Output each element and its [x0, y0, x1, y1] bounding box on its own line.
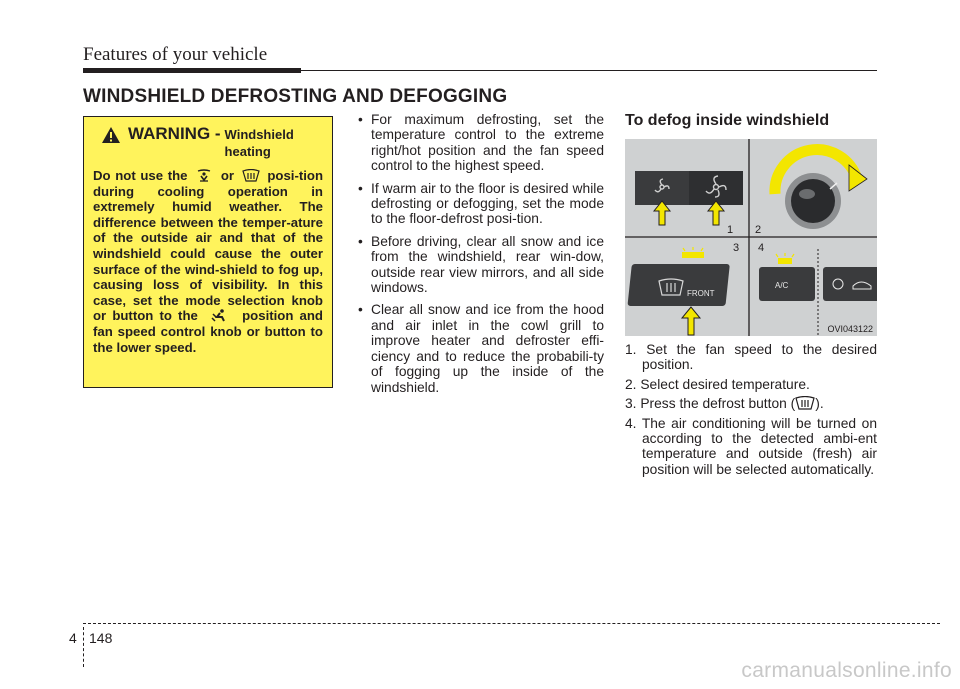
warning-subtitle: Windshield heating: [224, 127, 294, 159]
watermark: carmanualsonline.info: [741, 659, 952, 682]
header-rule: [301, 70, 877, 71]
floor-mode-icon: [207, 309, 233, 322]
list-item: • For maximum defrosting, set the temperature control to the extreme right/hot position and the fan speed control to the highest speed.: [356, 112, 604, 174]
warning-box: [83, 116, 333, 388]
footer-divider: [83, 627, 84, 667]
defog-title: To defog inside windshield: [625, 112, 830, 129]
figure-label-3: 3: [733, 242, 740, 254]
list-item: • If warm air to the floor is desired while defrosting or defogging, set the mode to the floor-defrost posi-tion.: [356, 181, 604, 227]
page-number: 148: [89, 630, 113, 646]
warning-text-part: or: [220, 168, 235, 183]
step-3-end: ).: [815, 396, 824, 412]
step-3-text: 3. Press the defrost button (: [625, 396, 796, 412]
chapter-number: 4: [69, 630, 77, 646]
figure-label-2: 2: [755, 224, 762, 236]
step-list: [625, 342, 877, 481]
ac-button-label: A/C: [775, 281, 789, 290]
floor-defrost-mode-icon: [195, 169, 213, 182]
list-item: 4. The air conditioning will be turned on according to the detected ambi-ent temperature and outside (fresh) air position will be selected automatically.: [625, 415, 877, 477]
header-bar: [83, 68, 301, 73]
control-panel-figure: [625, 139, 877, 336]
defrost-mode-icon: [242, 169, 260, 182]
warning-header: [101, 124, 323, 160]
warning-text: [93, 168, 323, 355]
figure-label-1: 1: [727, 224, 734, 236]
list-item: • Clear all snow and ice from the hood and air inlet in the cowl grill to improve heater and defroster effi-ciency and to reduce the probabili-ty of fogging up the inside of the windshield.: [356, 302, 604, 394]
footer-rule: [83, 623, 940, 624]
warning-text-part: Do not use the: [93, 168, 188, 183]
warning-text-part: position and fan speed control knob or button to the lower speed.: [93, 308, 323, 355]
list-item: 2. Select desired temperature.: [625, 376, 810, 392]
header-title: Features of your vehicle: [83, 44, 268, 65]
list-item: • Before driving, clear all snow and ice from the windshield, rear win-dow, outside rear view mirrors, and all side windows.: [356, 234, 604, 296]
warning-text-part: posi-tion during cooling operation in extremely humid weather. The difference between the temper-ature of the outside air and that of the windshield could cause the outer surface of the wind-shield to fog up, causing loss of visibility. In this case, set the mode selection knob or button to the: [93, 168, 324, 324]
warning-triangle-icon: [101, 126, 121, 144]
list-item: 1. Set the fan speed to the desired position.: [625, 342, 877, 373]
section-title: WINDSHIELD DEFROSTING AND DEFOGGING: [83, 86, 508, 107]
bullet-list: [356, 112, 604, 402]
warning-word: WARNING -: [128, 124, 221, 143]
front-button-label: FRONT: [687, 289, 715, 298]
list-item: [625, 396, 877, 411]
defrost-button-icon: [795, 396, 815, 410]
figure-code: OVI043122: [827, 324, 873, 334]
figure-label-4: 4: [758, 242, 765, 254]
control-panel-illustration: [625, 139, 877, 336]
